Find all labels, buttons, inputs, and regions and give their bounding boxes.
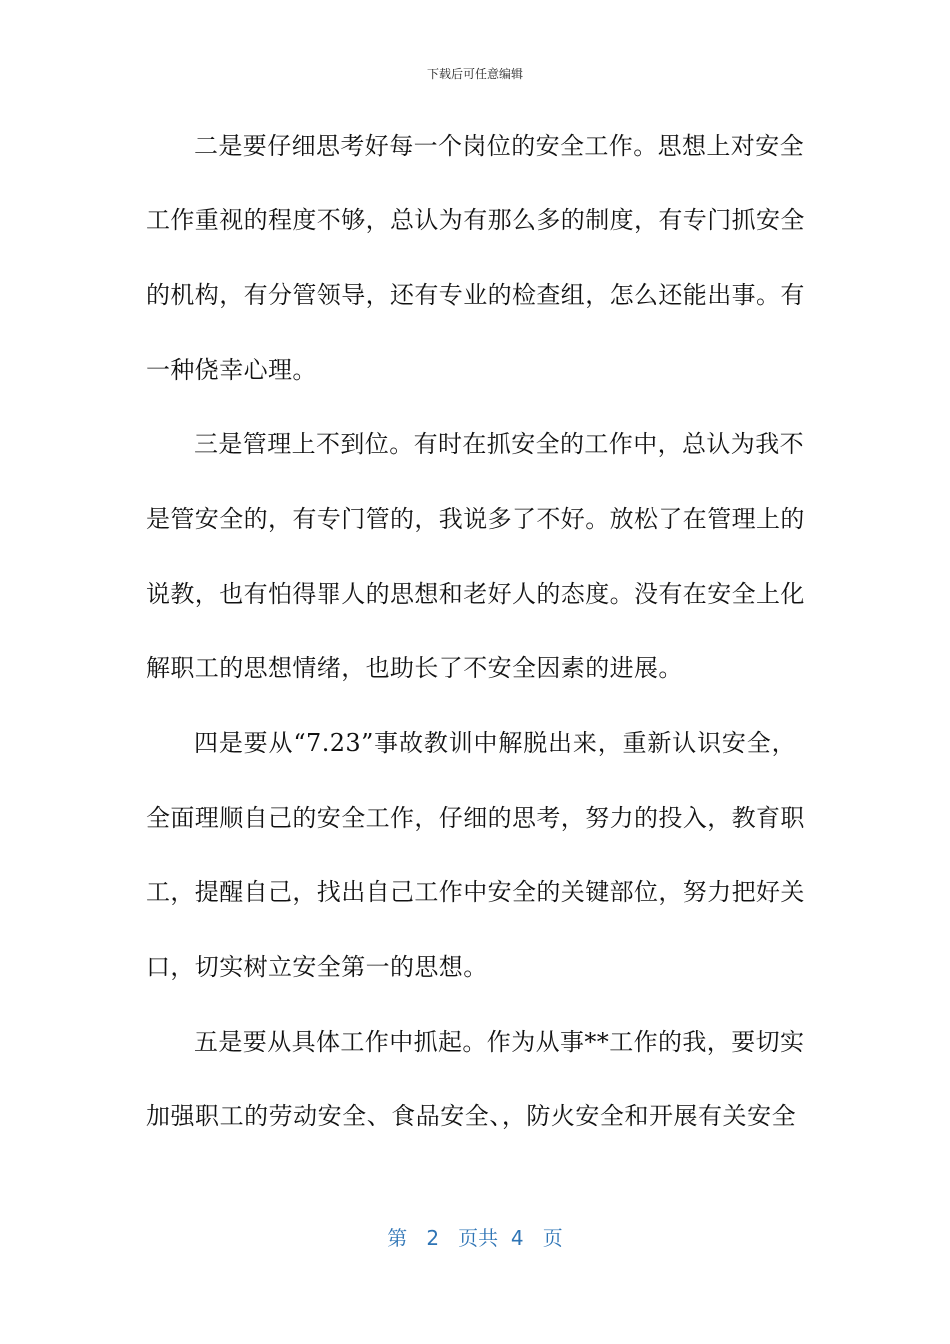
page-footer bbox=[0, 1224, 950, 1252]
text-line: 说教，也有怕得罪人的思想和老好人的态度。没有在安全上化 bbox=[146, 580, 805, 608]
footer-label-total: 页共 bbox=[458, 1226, 499, 1250]
footer-label-end: 页 bbox=[542, 1226, 563, 1250]
text-line: 口，切实树立安全第一的思想。 bbox=[146, 953, 488, 981]
footer-total-pages: 4 bbox=[510, 1226, 524, 1250]
footer-current-page: 2 bbox=[426, 1226, 440, 1250]
text-line: 五是要从具体工作中抓起。作为从事**工作的我，要切实 bbox=[194, 1028, 805, 1056]
text-line: 解职工的思想情绪，也助长了不安全因素的进展。 bbox=[146, 654, 683, 682]
text-line: 工，提醒自己，找出自己工作中安全的关键部位，努力把好关 bbox=[146, 878, 805, 906]
page-header: 下载后可任意编辑 bbox=[426, 67, 523, 81]
text-line: 是管安全的，有专门管的，我说多了不好。放松了在管理上的 bbox=[146, 505, 805, 533]
text-line: 二是要仔细思考好每一个岗位的安全工作。思想上对安全 bbox=[194, 132, 804, 160]
text-line: 全面理顺自己的安全工作，仔细的思考，努力的投入，教育职 bbox=[146, 804, 805, 832]
text-line: 工作重视的程度不够，总认为有那么多的制度，有专门抓安全 bbox=[146, 206, 805, 234]
text-line: 的机构，有分管领导，还有专业的检查组，怎么还能出事。有 bbox=[146, 281, 805, 309]
text-line: 一种侥幸心理。 bbox=[146, 356, 317, 384]
text-line: 三是管理上不到位。有时在抓安全的工作中，总认为我不 bbox=[194, 430, 804, 458]
footer-label-page: 第 bbox=[387, 1226, 408, 1250]
text-line: 四是要从“7.23”事故教训中解脱出来，重新认识安全， bbox=[194, 729, 796, 757]
text-line: 加强职工的劳动安全、食品安全、，防火安全和开展有关安全 bbox=[146, 1102, 796, 1130]
